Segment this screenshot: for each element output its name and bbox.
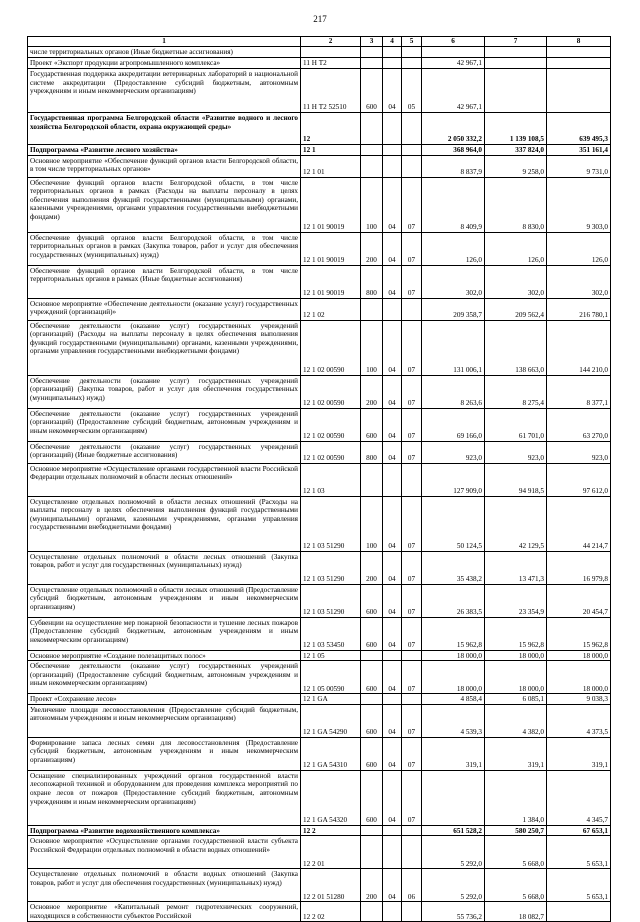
row-section: 04 (383, 232, 402, 265)
row-name: Осуществление отдельных полномочий в области лесных отношений (Расходы на выплаты персоналу в целях обеспечения выполнения функций государственными (муниципальными) органами, казенными учреждениями, органами управления государственными внебюджетными фондами) (28, 496, 301, 551)
row-value-col7: 23 354,9 (485, 584, 547, 617)
table-row (28, 704, 611, 737)
table-row (28, 145, 611, 156)
row-code: 12 1 GA 54310 (301, 737, 361, 770)
row-code: 12 2 02 (301, 902, 361, 922)
row-expense-type: 600 (361, 704, 383, 737)
row-value-col8: 351 161,4 (547, 145, 611, 156)
row-value-col8: 9 303,0 (547, 177, 611, 232)
row-value-col6: 18 000,0 (422, 650, 485, 661)
row-name: Обеспечение деятельности (оказание услуг) государственных учреждений (организаций) (Предоставление субсидий бюджетным, автономным учреждениям и иным некоммерческим организациям) (28, 661, 301, 694)
header-cell: 2 (301, 37, 361, 47)
header-row (28, 37, 611, 47)
row-value-col8: 8 377,1 (547, 375, 611, 408)
header-cell: 8 (547, 37, 611, 47)
row-subsection: 07 (402, 770, 422, 825)
header-cell: 1 (28, 37, 301, 47)
row-value-col6: 4 539,3 (422, 704, 485, 737)
row-name: Формирование запаса лесных семян для лесовосстановления (Предоставление субсидий бюджетным, автономным учреждениям и иным некоммерческим организациям) (28, 737, 301, 770)
row-value-col7: 1 384,0 (485, 770, 547, 825)
row-value-col6: 8 263,6 (422, 375, 485, 408)
row-section: 04 (383, 496, 402, 551)
row-subsection (402, 650, 422, 661)
row-section (383, 113, 402, 145)
row-value-col8: 9 038,3 (547, 694, 611, 705)
row-section: 04 (383, 177, 402, 232)
row-value-col6: 35 438,2 (422, 551, 485, 584)
row-expense-type (361, 463, 383, 496)
row-section: 04 (383, 704, 402, 737)
row-expense-type (361, 298, 383, 320)
row-name: Государственная поддержка аккредитации ветеринарных лабораторий в национальной системе аккредитации (Предоставление субсидий бюджетным, автономным учреждениям и иным некоммерческим организациям) (28, 69, 301, 113)
row-name: Увеличение площади лесовосстановления (Предоставление субсидий бюджетным, автономным учреждениям и иным некоммерческим организациям) (28, 704, 301, 737)
row-name: Оснащение специализированных учреждений органов государственной власти лесопожарной техникой и оборудованием для проведения комплекса мероприятий по охране лесов от пожаров (Предоставление субсидий бюджетным, автономным учреждениям и иным некоммерческим организациям) (28, 770, 301, 825)
row-value-col6: 8 409,9 (422, 177, 485, 232)
row-subsection: 07 (402, 177, 422, 232)
row-value-col6: 209 358,7 (422, 298, 485, 320)
row-section: 04 (383, 441, 402, 463)
row-value-col6: 26 383,5 (422, 584, 485, 617)
row-subsection: 07 (402, 320, 422, 375)
row-subsection: 05 (402, 69, 422, 113)
row-subsection (402, 694, 422, 705)
table-row (28, 113, 611, 145)
row-subsection: 06 (402, 869, 422, 902)
row-value-col8: 9 731,0 (547, 155, 611, 177)
row-value-col7: 6 085,1 (485, 694, 547, 705)
row-code: 11 Н Т2 (301, 58, 361, 69)
row-section (383, 58, 402, 69)
table-row (28, 265, 611, 298)
row-value-col7: 18 000,0 (485, 650, 547, 661)
row-name: Государственная программа Белгородской области «Развитие водного и лесного хозяйства Белгородской области, охрана окружающей среды» (28, 113, 301, 145)
row-value-col7: 13 471,3 (485, 551, 547, 584)
row-code: 12 1 02 00590 (301, 320, 361, 375)
row-expense-type: 600 (361, 770, 383, 825)
row-code: 12 1 05 (301, 650, 361, 661)
row-value-col7: 126,0 (485, 232, 547, 265)
row-expense-type: 600 (361, 737, 383, 770)
row-name: Обеспечение функций органов власти Белгородской области, в том числе территориальных органов в рамках (Закупка товаров, работ и услуг для обеспечения государственных (муниципальных) нужд) (28, 232, 301, 265)
table-row (28, 177, 611, 232)
row-expense-type: 100 (361, 496, 383, 551)
row-value-col7: 8 275,4 (485, 375, 547, 408)
row-subsection (402, 47, 422, 58)
row-value-col6: 131 006,1 (422, 320, 485, 375)
row-section: 04 (383, 869, 402, 902)
row-value-col6: 55 736,2 (422, 902, 485, 922)
row-name: Проект «Сохранение лесов» (28, 694, 301, 705)
table-row (28, 441, 611, 463)
row-subsection (402, 58, 422, 69)
row-value-col6: 126,0 (422, 232, 485, 265)
row-value-col7: 15 962,8 (485, 617, 547, 650)
header-cell: 7 (485, 37, 547, 47)
table-row (28, 584, 611, 617)
table-row (28, 408, 611, 441)
row-expense-type: 100 (361, 320, 383, 375)
row-section (383, 825, 402, 836)
table-body (28, 47, 611, 922)
row-code: 12 1 02 00590 (301, 375, 361, 408)
table-row (28, 770, 611, 825)
row-code: 12 1 GA 54320 (301, 770, 361, 825)
row-subsection: 07 (402, 408, 422, 441)
table-row (28, 155, 611, 177)
row-code: 12 2 01 (301, 836, 361, 869)
row-value-col7: 580 250,7 (485, 825, 547, 836)
row-section (383, 145, 402, 156)
row-value-col7: 94 918,5 (485, 463, 547, 496)
row-subsection (402, 145, 422, 156)
row-value-col6: 651 528,2 (422, 825, 485, 836)
table-row (28, 551, 611, 584)
row-name: Обеспечение деятельности (оказание услуг) государственных учреждений (организаций) (Закупка товаров, работ и услуг для обеспечения государственных (муниципальных) нужд) (28, 375, 301, 408)
row-code: 12 2 (301, 825, 361, 836)
row-expense-type: 800 (361, 265, 383, 298)
row-subsection (402, 298, 422, 320)
row-code: 12 1 03 53450 (301, 617, 361, 650)
table-row (28, 836, 611, 869)
row-name: Основное мероприятие «Капитальный ремонт гидротехнических сооружений, находящихся в собственности субъектов Российской (28, 902, 301, 922)
table-row (28, 661, 611, 694)
row-expense-type (361, 58, 383, 69)
row-section: 04 (383, 375, 402, 408)
row-subsection: 07 (402, 737, 422, 770)
row-subsection: 07 (402, 496, 422, 551)
row-section: 04 (383, 661, 402, 694)
row-value-col8: 639 495,3 (547, 113, 611, 145)
row-value-col7: 923,0 (485, 441, 547, 463)
row-code: 12 1 GA 54290 (301, 704, 361, 737)
row-value-col6: 18 000,0 (422, 661, 485, 694)
header-cell: 6 (422, 37, 485, 47)
row-subsection: 07 (402, 584, 422, 617)
row-value-col8 (547, 69, 611, 113)
row-expense-type (361, 694, 383, 705)
row-section: 04 (383, 737, 402, 770)
row-value-col8 (547, 47, 611, 58)
row-value-col8: 20 454,7 (547, 584, 611, 617)
row-value-col7: 18 000,0 (485, 661, 547, 694)
table-row (28, 69, 611, 113)
row-expense-type: 100 (361, 177, 383, 232)
row-subsection: 07 (402, 265, 422, 298)
row-value-col7: 319,1 (485, 737, 547, 770)
row-value-col6: 4 858,4 (422, 694, 485, 705)
row-code: 12 1 05 00590 (301, 661, 361, 694)
table-row (28, 232, 611, 265)
row-value-col8: 4 345,7 (547, 770, 611, 825)
row-expense-type: 200 (361, 551, 383, 584)
row-value-col7 (485, 58, 547, 69)
row-value-col7: 5 668,0 (485, 869, 547, 902)
row-section (383, 694, 402, 705)
row-name: Основное мероприятие «Обеспечение деятельности (оказание услуг) государственных учреждений (организаций)» (28, 298, 301, 320)
table-row (28, 375, 611, 408)
row-value-col6: 319,1 (422, 737, 485, 770)
row-value-col7: 1 139 108,5 (485, 113, 547, 145)
row-value-col8: 144 210,0 (547, 320, 611, 375)
row-value-col8: 4 373,5 (547, 704, 611, 737)
row-code: 12 1 03 51290 (301, 496, 361, 551)
row-section (383, 155, 402, 177)
row-subsection: 07 (402, 551, 422, 584)
row-section (383, 298, 402, 320)
row-subsection: 07 (402, 617, 422, 650)
row-subsection (402, 836, 422, 869)
row-subsection (402, 113, 422, 145)
row-expense-type (361, 155, 383, 177)
row-value-col8: 923,0 (547, 441, 611, 463)
row-value-col6: 2 050 332,2 (422, 113, 485, 145)
row-section: 04 (383, 320, 402, 375)
row-expense-type (361, 113, 383, 145)
row-subsection: 07 (402, 232, 422, 265)
row-value-col6: 42 967,1 (422, 69, 485, 113)
row-value-col6: 127 909,0 (422, 463, 485, 496)
row-value-col8: 44 214,7 (547, 496, 611, 551)
row-value-col8: 5 653,1 (547, 836, 611, 869)
row-value-col8: 15 962,8 (547, 617, 611, 650)
row-value-col8: 319,1 (547, 737, 611, 770)
row-name: Основное мероприятие «Обеспечение функций органов власти Белгородской области, в том числе территориальных органов» (28, 155, 301, 177)
row-value-col7: 5 668,0 (485, 836, 547, 869)
row-expense-type (361, 145, 383, 156)
row-expense-type: 200 (361, 869, 383, 902)
row-subsection (402, 463, 422, 496)
row-value-col8 (547, 58, 611, 69)
row-value-col8: 63 270,0 (547, 408, 611, 441)
row-expense-type: 800 (361, 441, 383, 463)
table-row (28, 694, 611, 705)
row-section: 04 (383, 408, 402, 441)
row-name: Основное мероприятие «Осуществление органами государственной власти Российской Федерации отдельных полномочий в области лесных отношений» (28, 463, 301, 496)
table-row (28, 463, 611, 496)
row-name: Осуществление отдельных полномочий в области водных отношений (Закупка товаров, работ и услуг для обеспечения государственных (муниципальных) нужд) (28, 869, 301, 902)
row-name: Обеспечение деятельности (оказание услуг) государственных учреждений (организаций) (Предоставление субсидий бюджетным, автономным учреждениям и иным некоммерческим организациям) (28, 408, 301, 441)
row-code: 12 1 03 (301, 463, 361, 496)
row-code: 12 1 GA (301, 694, 361, 705)
row-value-col6 (422, 47, 485, 58)
row-expense-type: 600 (361, 617, 383, 650)
table-row (28, 298, 611, 320)
row-name: Основное мероприятие «Создание полезащитных полос» (28, 650, 301, 661)
row-value-col6: 8 837,9 (422, 155, 485, 177)
table-row (28, 47, 611, 58)
row-code: 12 1 02 00590 (301, 408, 361, 441)
page-number: 217 (313, 14, 327, 24)
row-expense-type (361, 47, 383, 58)
row-value-col6: 5 292,0 (422, 869, 485, 902)
row-value-col7: 9 258,0 (485, 155, 547, 177)
row-section (383, 463, 402, 496)
row-section: 04 (383, 265, 402, 298)
row-value-col6: 69 166,0 (422, 408, 485, 441)
table-row (28, 825, 611, 836)
row-name: Подпрограмма «Развитие лесного хозяйства» (28, 145, 301, 156)
row-value-col8: 18 000,0 (547, 661, 611, 694)
row-value-col7: 138 663,0 (485, 320, 547, 375)
row-expense-type: 600 (361, 584, 383, 617)
row-expense-type: 600 (361, 408, 383, 441)
header-cell: 4 (383, 37, 402, 47)
table-row (28, 869, 611, 902)
row-code: 12 1 01 (301, 155, 361, 177)
row-value-col7: 18 082,7 (485, 902, 547, 922)
row-value-col7: 42 129,5 (485, 496, 547, 551)
row-code: 12 1 01 90019 (301, 232, 361, 265)
row-value-col7: 4 382,0 (485, 704, 547, 737)
row-value-col8: 18 000,0 (547, 650, 611, 661)
row-code: 12 1 03 51290 (301, 584, 361, 617)
row-name: Основное мероприятие «Осуществление органами государственной власти субъекта Российской Федерации отдельных полномочий в области водных отношений» (28, 836, 301, 869)
row-expense-type: 600 (361, 69, 383, 113)
row-subsection: 07 (402, 441, 422, 463)
table-row (28, 737, 611, 770)
row-value-col6: 15 962,8 (422, 617, 485, 650)
row-value-col6: 368 964,0 (422, 145, 485, 156)
row-value-col8: 302,0 (547, 265, 611, 298)
row-code: 11 Н Т2 52510 (301, 69, 361, 113)
row-value-col8: 216 780,1 (547, 298, 611, 320)
row-value-col7 (485, 69, 547, 113)
row-section: 04 (383, 617, 402, 650)
row-name: Субвенции на осуществление мер пожарной безопасности и тушение лесных пожаров (Предоставление субсидий бюджетным, автономным учреждениям и иным некоммерческим организациям) (28, 617, 301, 650)
row-code: 12 2 01 51280 (301, 869, 361, 902)
row-value-col7: 61 701,0 (485, 408, 547, 441)
row-expense-type (361, 825, 383, 836)
row-section: 04 (383, 551, 402, 584)
row-expense-type: 600 (361, 661, 383, 694)
row-code: 12 1 03 51290 (301, 551, 361, 584)
row-value-col8: 16 979,8 (547, 551, 611, 584)
row-code (301, 47, 361, 58)
row-value-col6: 302,0 (422, 265, 485, 298)
row-subsection (402, 825, 422, 836)
table-row (28, 650, 611, 661)
row-value-col7: 337 824,0 (485, 145, 547, 156)
row-value-col6: 5 292,0 (422, 836, 485, 869)
row-expense-type (361, 836, 383, 869)
row-expense-type: 200 (361, 232, 383, 265)
row-value-col8: 97 612,0 (547, 463, 611, 496)
row-section: 04 (383, 69, 402, 113)
budget-table (27, 36, 611, 922)
row-value-col7: 8 830,0 (485, 177, 547, 232)
table-row (28, 496, 611, 551)
row-code: 12 1 01 90019 (301, 265, 361, 298)
row-code: 12 1 02 00590 (301, 441, 361, 463)
row-section: 04 (383, 770, 402, 825)
row-expense-type (361, 650, 383, 661)
row-subsection (402, 155, 422, 177)
row-value-col7: 302,0 (485, 265, 547, 298)
row-expense-type: 200 (361, 375, 383, 408)
row-subsection: 07 (402, 661, 422, 694)
row-value-col8: 5 653,1 (547, 869, 611, 902)
row-name: Проект «Экспорт продукции агропромышленного комплекса» (28, 58, 301, 69)
row-section (383, 836, 402, 869)
row-value-col6: 42 967,1 (422, 58, 485, 69)
row-code: 12 1 (301, 145, 361, 156)
row-name: Осуществление отдельных полномочий в области лесных отношений (Предоставление субсидий бюджетным, автономным учреждениям и иным некоммерческим организациям) (28, 584, 301, 617)
header-cell: 3 (361, 37, 383, 47)
row-value-col6: 50 124,5 (422, 496, 485, 551)
table-row (28, 617, 611, 650)
table-row (28, 58, 611, 69)
row-name: Обеспечение деятельности (оказание услуг) государственных учреждений (организаций) (Расходы на выплаты персоналу в целях обеспечения выполнения функций государственными (муниципальными) органами, казенными учреждениями, органами управления государственными внебюджетными фондами) (28, 320, 301, 375)
row-value-col8: 126,0 (547, 232, 611, 265)
row-code: 12 (301, 113, 361, 145)
table-row (28, 320, 611, 375)
row-section (383, 650, 402, 661)
row-value-col6: 923,0 (422, 441, 485, 463)
row-value-col8: 67 653,1 (547, 825, 611, 836)
row-name: Осуществление отдельных полномочий в области лесных отношений (Закупка товаров, работ и услуг для государственных (муниципальных) нужд) (28, 551, 301, 584)
row-code: 12 1 01 90019 (301, 177, 361, 232)
row-value-col7 (485, 47, 547, 58)
row-subsection: 07 (402, 375, 422, 408)
row-name: Обеспечение функций органов власти Белгородской области, в том числе территориальных органов в рамках (Расходы на выплаты персоналу в целях обеспечения выполнения функций государственными (муниципальными) органами, казенными учреждениями, органами управления государственными внебюджетными фондами) (28, 177, 301, 232)
header-cell: 5 (402, 37, 422, 47)
row-name: Обеспечение функций органов власти Белгородской области, в том числе территориальных органов в рамках (Иные бюджетные ассигнования) (28, 265, 301, 298)
row-value-col6 (422, 770, 485, 825)
row-subsection: 07 (402, 704, 422, 737)
row-section: 04 (383, 584, 402, 617)
row-name: Обеспечение деятельности (оказание услуг) государственных учреждений (организаций) (Иные бюджетные ассигнования) (28, 441, 301, 463)
row-name: Подпрограмма «Развитие водохозяйственного комплекса» (28, 825, 301, 836)
row-name: числе территориальных органов (Иные бюджетные ассигнования) (28, 47, 301, 58)
row-value-col7: 209 562,4 (485, 298, 547, 320)
row-section (383, 47, 402, 58)
row-code: 12 1 02 (301, 298, 361, 320)
